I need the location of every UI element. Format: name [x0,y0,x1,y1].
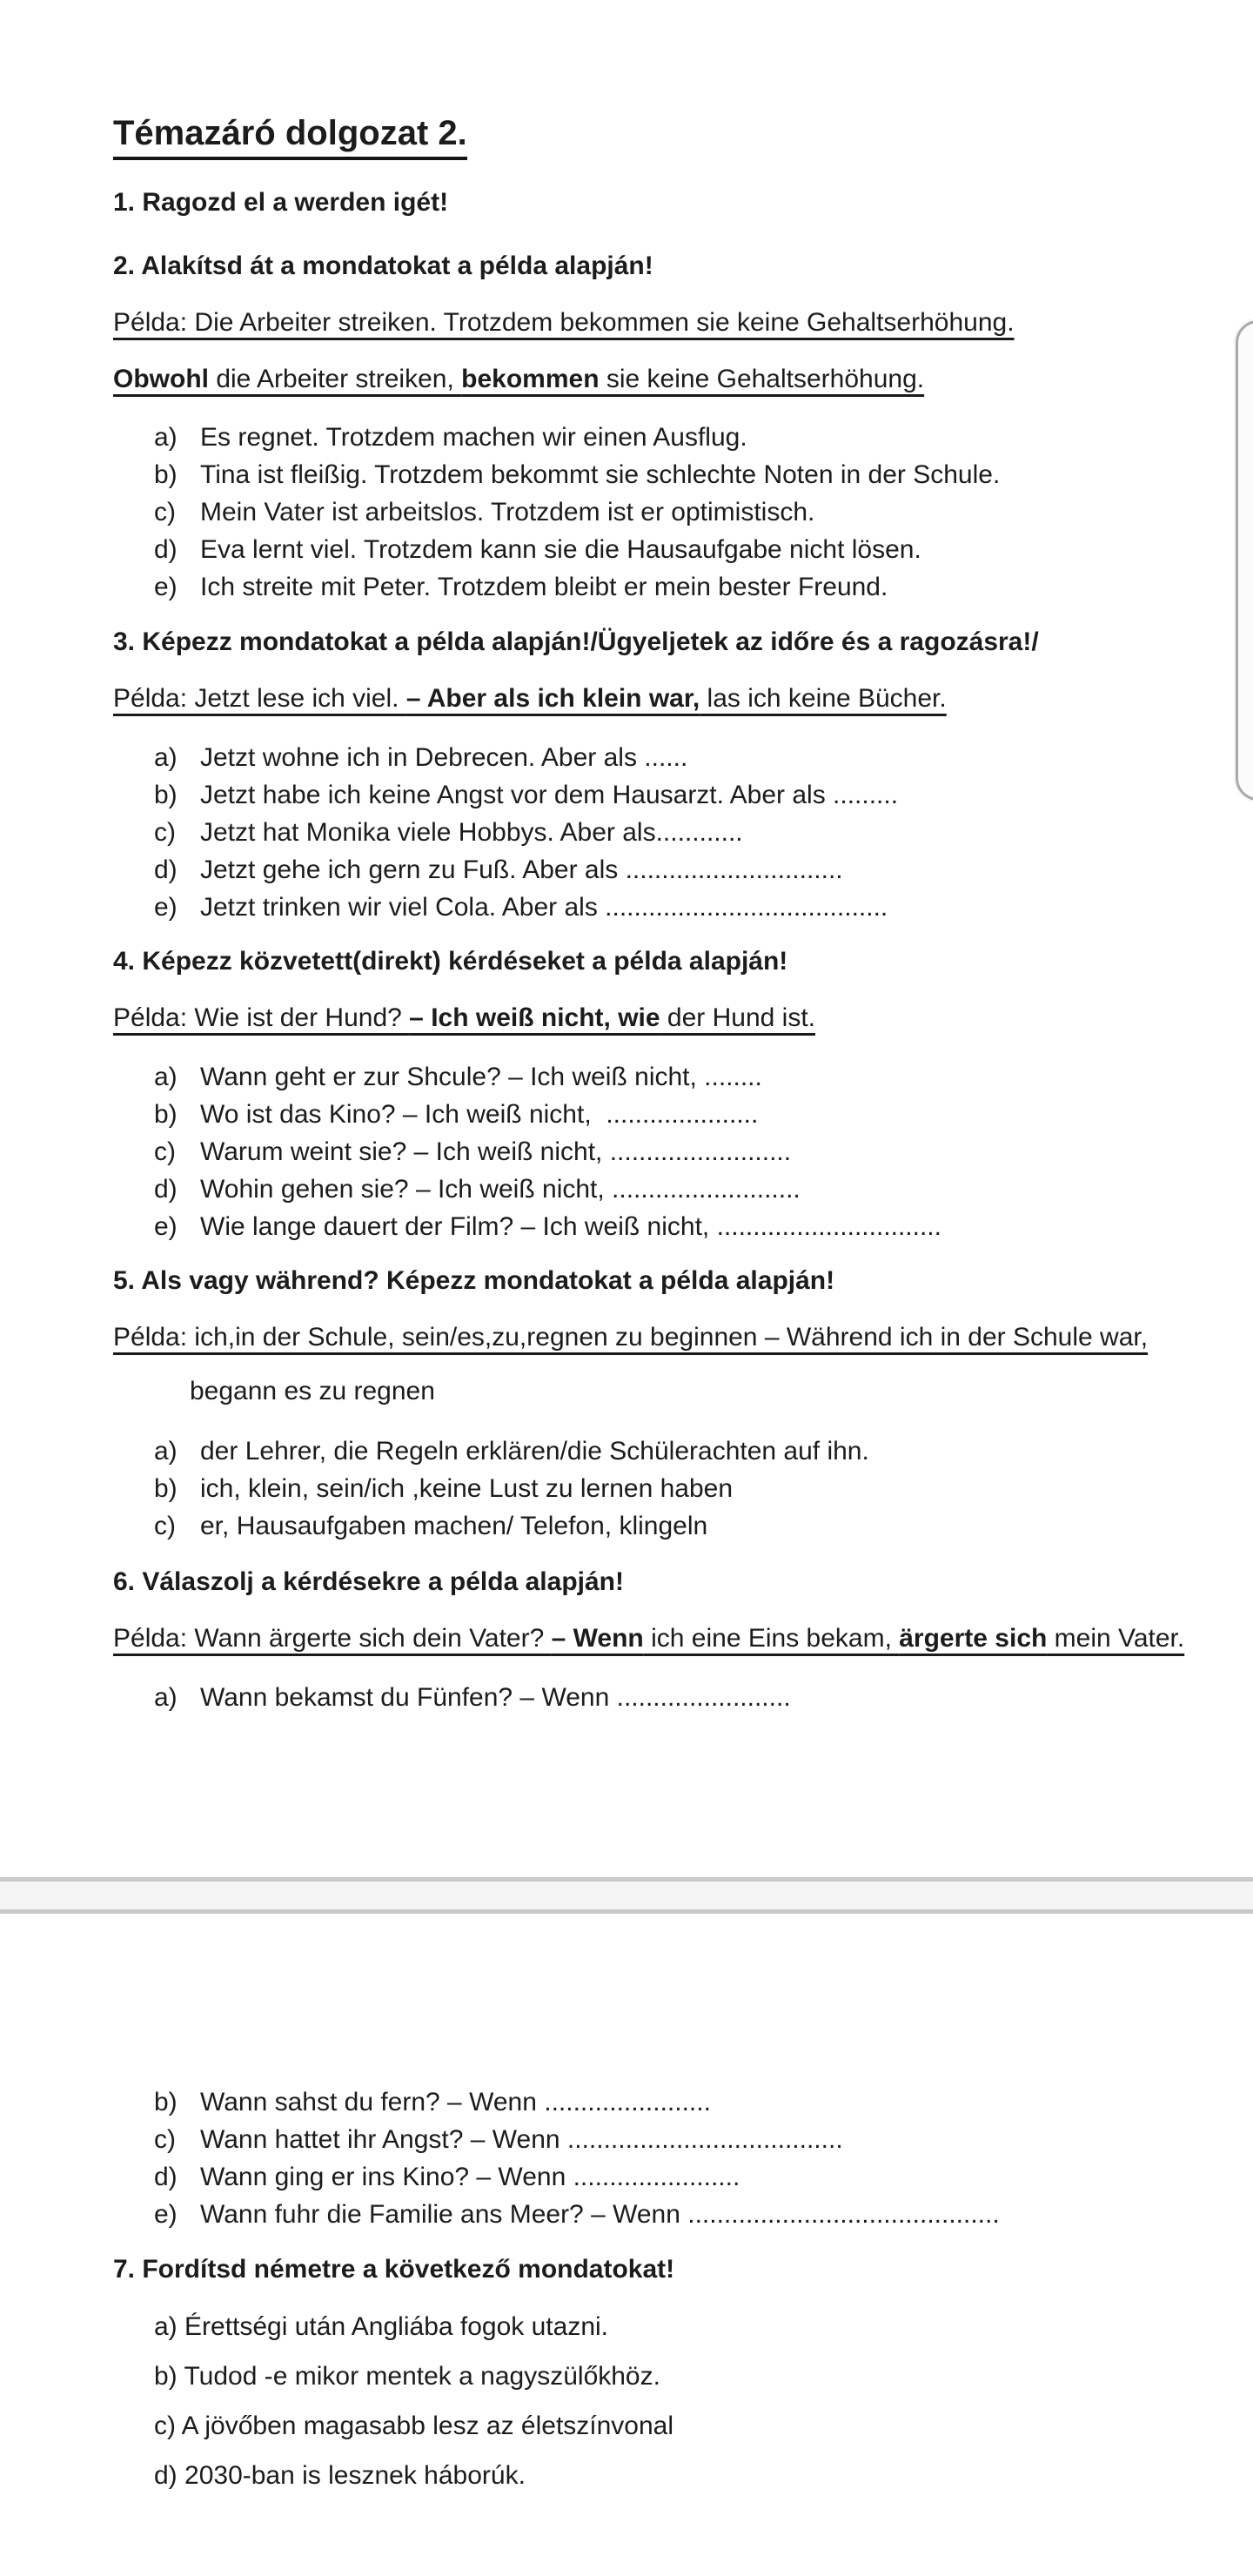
page-1-bottom-margin [113,1716,1244,1877]
task7-item: d) 2030-ban is lesznek háborúk. [154,2461,526,2490]
scrollbar-thumb[interactable] [1236,320,1253,801]
list-item: d) Wohin gehen sie? – Ich weiß nicht, .......................... [154,1175,801,1204]
list-item: b) Tina ist fleißig. Trotzdem bekommt sie schlechte Noten in der Schule. [154,460,1001,489]
task6-heading: 6. Válaszolj a kérdésekre a példa alapján! [113,1567,624,1596]
task3-heading: 3. Képezz mondatokat a példa alapján!/Ügyeljetek az időre és a ragozásra!/ [113,627,1039,656]
task6-list-page2 [154,2083,1244,2233]
task6-example: Példa: Wann ärgerte sich dein Vater? – Wenn ich eine Eins bekam, ärgerte sich mein Vater. [113,1624,1185,1653]
document-title [113,112,1244,160]
task2-example-line1: Példa: Die Arbeiter streiken. Trotzdem bekommen sie keine Gehaltserhöhung. [113,308,1015,337]
list-item: b) Wo ist das Kino? – Ich weiß nicht, ..................... [154,1100,759,1129]
task1-heading: 1. Ragozd el a werden igét! [113,188,449,217]
task3-example: Példa: Jetzt lese ich viel. – Aber als ich klein war, las ich keine Bücher. [113,684,947,713]
page-break-gap [0,1877,1253,1914]
list-item: b) Wann sahst du fern? – Wenn ....................... [154,2088,711,2116]
list-item: c) Wann hattet ihr Angst? – Wenn ...................................... [154,2125,843,2154]
task5-example-line2: begann es zu regnen [190,1377,435,1405]
list-item: a) Jetzt wohne ich in Debrecen. Aber als ...... [154,743,688,772]
list-item: c) Warum weint sie? – Ich weiß nicht, ......................... [154,1137,792,1166]
list-item: a) Wann geht er zur Shcule? – Ich weiß nicht, ........ [154,1063,762,1091]
task2-heading: 2. Alakítsd át a mondatokat a példa alapján! [113,252,653,280]
list-item: d) Wann ging er ins Kino? – Wenn ....................... [154,2163,740,2191]
task7-item: b) Tudod -e mikor mentek a nagyszülőkhöz. [154,2362,660,2391]
task5-list [154,1432,1244,1545]
list-item: e) Ich streite mit Peter. Trotzdem bleibt er mein bester Freund. [154,573,888,601]
list-item: c) er, Hausaufgaben machen/ Telefon, klingeln [154,1512,708,1540]
list-item: b) ich, klein, sein/ich ,keine Lust zu lernen haben [154,1474,734,1503]
task4-heading: 4. Képezz közvetett(direkt) kérdéseket a példa alapján! [113,947,788,976]
task7-item: a) Érettségi után Angliába fogok utazni. [154,2312,609,2341]
task2-list [154,419,1244,606]
task6-list-page1 [154,1679,1244,1716]
page-2 [0,1914,1253,2494]
task5-example-line1: Példa: ich,in der Schule, sein/es,zu,regnen zu beginnen – Während ich in der Schule war, [113,1323,1149,1352]
list-item: a) der Lehrer, die Regeln erklären/die Schülerachten auf ihn. [154,1437,869,1466]
list-item: a) Wann bekamst du Fünfen? – Wenn ........................ [154,1683,791,1712]
page-break-band [0,1882,1253,1909]
list-item: c) Mein Vater ist arbeitslos. Trotzdem ist er optimistisch. [154,498,815,527]
document-title-text: Témazáró dolgozat 2. [113,112,467,160]
task5-heading: 5. Als vagy während? Képezz mondatokat a példa alapján! [113,1266,835,1295]
task7-heading: 7. Fordítsd németre a következő mondatokat! [113,2255,675,2284]
list-item: b) Jetzt habe ich keine Angst vor dem Hausarzt. Aber als ......... [154,781,899,809]
task7-item: c) A jövőben magasabb lesz az életszínvonal [154,2412,674,2440]
list-item: e) Wie lange dauert der Film? – Ich weiß nicht, ............................... [154,1212,941,1241]
list-item: e) Wann fuhr die Familie ans Meer? – Wenn ........................................... [154,2200,1000,2229]
list-item: d) Eva lernt viel. Trotzdem kann sie die Hausaufgabe nicht lösen. [154,535,921,564]
list-item: a) Es regnet. Trotzdem machen wir einen Ausflug. [154,423,747,452]
task4-example: Példa: Wie ist der Hund? – Ich weiß nicht, wie der Hund ist. [113,1003,815,1032]
list-item: c) Jetzt hat Monika viele Hobbys. Aber als............ [154,818,743,847]
list-item: e) Jetzt trinken wir viel Cola. Aber als ....................................... [154,893,888,922]
task3-list [154,739,1244,926]
list-item: d) Jetzt gehe ich gern zu Fuß. Aber als .............................. [154,855,843,884]
task2-example-line2: Obwohl die Arbeiter streiken, bekommen sie keine Gehaltserhöhung. [113,365,925,393]
task4-list [154,1058,1244,1245]
